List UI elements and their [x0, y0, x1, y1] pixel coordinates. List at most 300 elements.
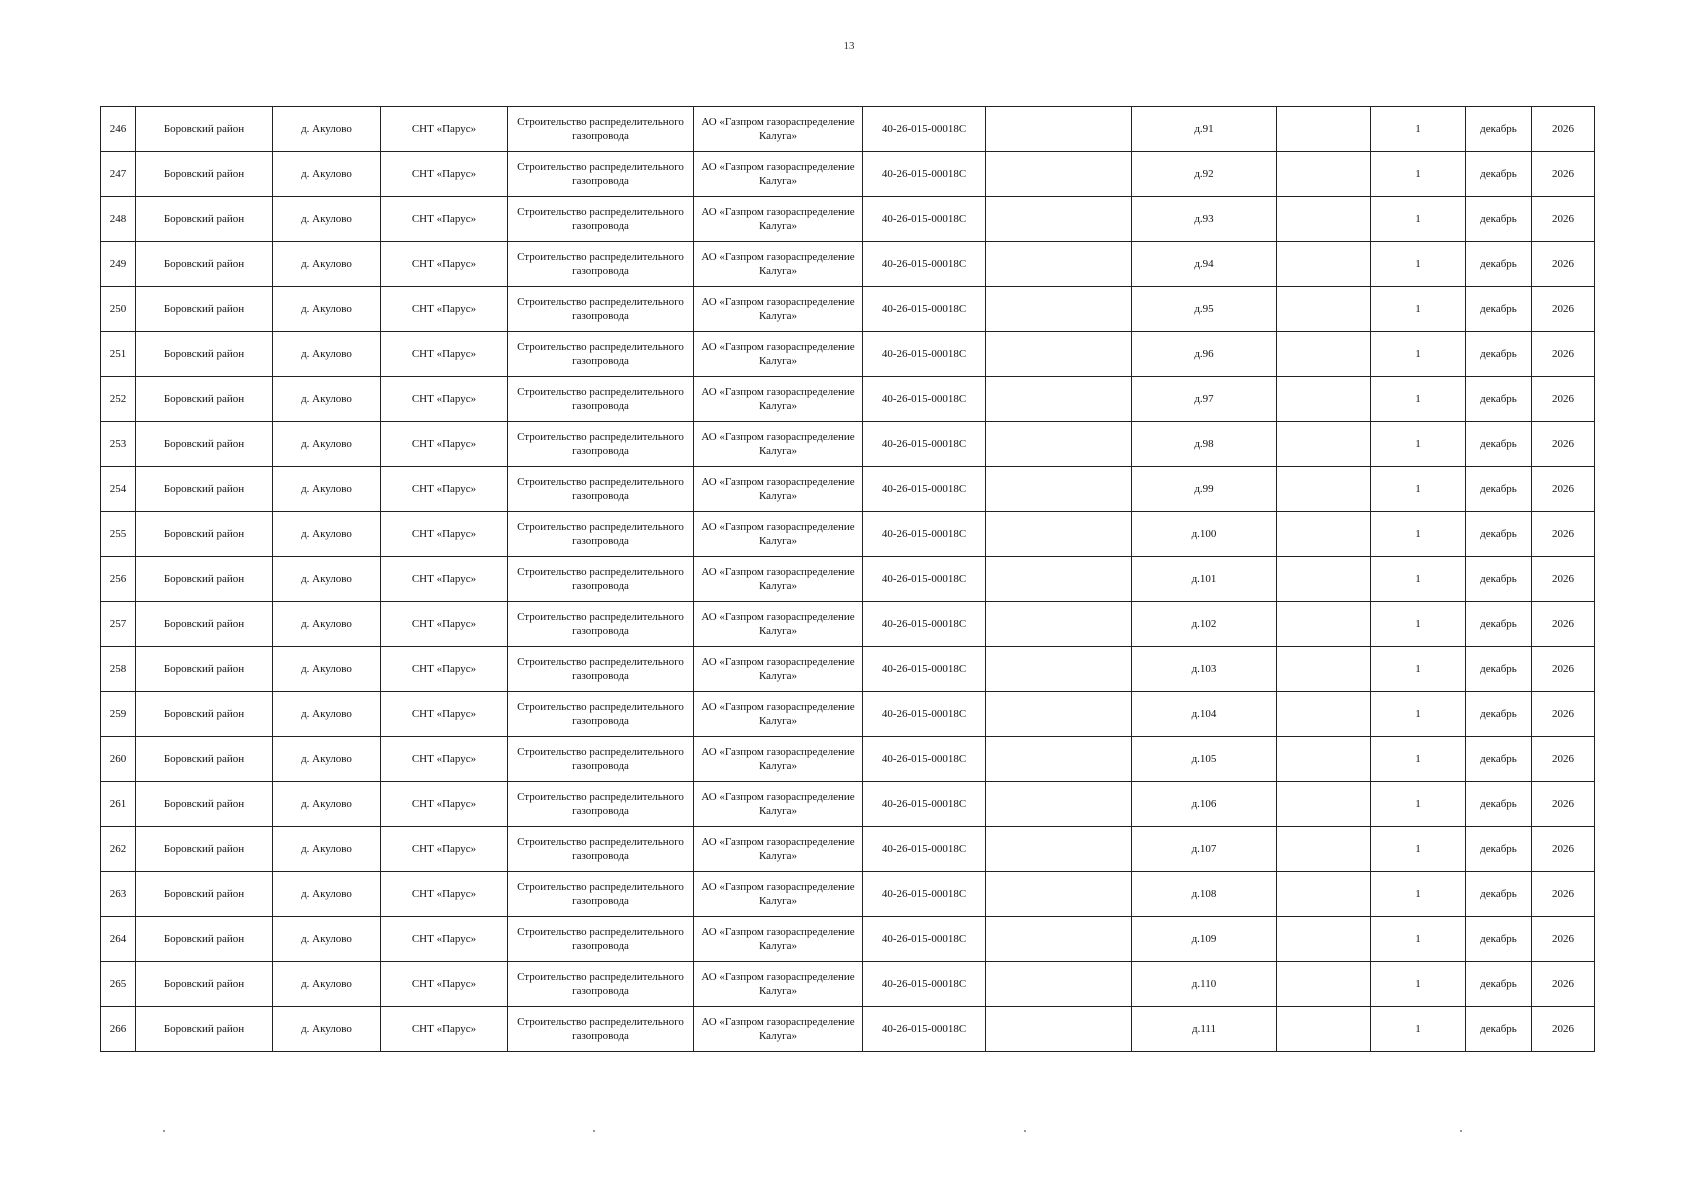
empty-cell [1277, 377, 1371, 422]
row-number-cell: 253 [101, 422, 136, 467]
work-type-cell: Строительство распределительного газопровода [508, 782, 694, 827]
village-cell: д. Акулово [273, 377, 381, 422]
row-number-cell: 248 [101, 197, 136, 242]
empty-cell [1277, 332, 1371, 377]
work-type-cell: Строительство распределительного газопровода [508, 872, 694, 917]
empty-cell [986, 287, 1132, 332]
year-cell: 2026 [1532, 197, 1595, 242]
row-number-cell: 256 [101, 557, 136, 602]
village-cell: д. Акулово [273, 602, 381, 647]
row-number-cell: 250 [101, 287, 136, 332]
empty-cell [1277, 782, 1371, 827]
program-code-cell: 40-26-015-00018С [863, 692, 986, 737]
program-code-cell: 40-26-015-00018С [863, 377, 986, 422]
program-code-cell: 40-26-015-00018С [863, 467, 986, 512]
row-number-cell: 247 [101, 152, 136, 197]
district-cell: Боровский район [136, 197, 273, 242]
settlement-cell: СНТ «Парус» [381, 107, 508, 152]
house-number-cell: д.109 [1132, 917, 1277, 962]
empty-cell [986, 512, 1132, 557]
month-cell: декабрь [1466, 737, 1532, 782]
empty-cell [1277, 692, 1371, 737]
year-cell: 2026 [1532, 737, 1595, 782]
year-cell: 2026 [1532, 917, 1595, 962]
quantity-cell: 1 [1371, 1007, 1466, 1052]
village-cell: д. Акулово [273, 152, 381, 197]
row-number-cell: 252 [101, 377, 136, 422]
empty-cell [986, 467, 1132, 512]
table-row [101, 782, 1595, 827]
village-cell: д. Акулово [273, 782, 381, 827]
row-number-cell: 264 [101, 917, 136, 962]
empty-cell [1277, 107, 1371, 152]
empty-cell [986, 602, 1132, 647]
empty-cell [1277, 827, 1371, 872]
quantity-cell: 1 [1371, 287, 1466, 332]
month-cell: декабрь [1466, 467, 1532, 512]
row-number-cell: 255 [101, 512, 136, 557]
table-row [101, 512, 1595, 557]
house-number-cell: д.106 [1132, 782, 1277, 827]
table-row [101, 107, 1595, 152]
row-number-cell: 262 [101, 827, 136, 872]
empty-cell [1277, 1007, 1371, 1052]
program-code-cell: 40-26-015-00018С [863, 197, 986, 242]
village-cell: д. Акулово [273, 827, 381, 872]
quantity-cell: 1 [1371, 917, 1466, 962]
village-cell: д. Акулово [273, 1007, 381, 1052]
empty-cell [1277, 422, 1371, 467]
empty-cell [986, 557, 1132, 602]
operator-cell: АО «Газпром газораспределение Калуга» [694, 962, 863, 1007]
district-cell: Боровский район [136, 872, 273, 917]
district-cell: Боровский район [136, 737, 273, 782]
village-cell: д. Акулово [273, 287, 381, 332]
table-row [101, 602, 1595, 647]
settlement-cell: СНТ «Парус» [381, 827, 508, 872]
table-row [101, 557, 1595, 602]
village-cell: д. Акулово [273, 512, 381, 557]
operator-cell: АО «Газпром газораспределение Калуга» [694, 512, 863, 557]
year-cell: 2026 [1532, 962, 1595, 1007]
settlement-cell: СНТ «Парус» [381, 287, 508, 332]
house-number-cell: д.104 [1132, 692, 1277, 737]
empty-cell [1277, 512, 1371, 557]
work-type-cell: Строительство распределительного газопровода [508, 422, 694, 467]
village-cell: д. Акулово [273, 872, 381, 917]
table-row [101, 1007, 1595, 1052]
work-type-cell: Строительство распределительного газопровода [508, 557, 694, 602]
program-code-cell: 40-26-015-00018С [863, 917, 986, 962]
gasification-schedule-table [100, 106, 1595, 1052]
table-row [101, 287, 1595, 332]
quantity-cell: 1 [1371, 422, 1466, 467]
empty-cell [1277, 962, 1371, 1007]
village-cell: д. Акулово [273, 737, 381, 782]
work-type-cell: Строительство распределительного газопровода [508, 152, 694, 197]
work-type-cell: Строительство распределительного газопровода [508, 332, 694, 377]
operator-cell: АО «Газпром газораспределение Калуга» [694, 242, 863, 287]
house-number-cell: д.103 [1132, 647, 1277, 692]
settlement-cell: СНТ «Парус» [381, 197, 508, 242]
month-cell: декабрь [1466, 152, 1532, 197]
district-cell: Боровский район [136, 962, 273, 1007]
work-type-cell: Строительство распределительного газопровода [508, 737, 694, 782]
table-row [101, 872, 1595, 917]
empty-cell [1277, 872, 1371, 917]
program-code-cell: 40-26-015-00018С [863, 962, 986, 1007]
settlement-cell: СНТ «Парус» [381, 152, 508, 197]
program-code-cell: 40-26-015-00018С [863, 422, 986, 467]
settlement-cell: СНТ «Парус» [381, 962, 508, 1007]
district-cell: Боровский район [136, 782, 273, 827]
district-cell: Боровский район [136, 647, 273, 692]
operator-cell: АО «Газпром газораспределение Калуга» [694, 197, 863, 242]
quantity-cell: 1 [1371, 737, 1466, 782]
village-cell: д. Акулово [273, 917, 381, 962]
row-number-cell: 249 [101, 242, 136, 287]
month-cell: декабрь [1466, 242, 1532, 287]
work-type-cell: Строительство распределительного газопровода [508, 827, 694, 872]
house-number-cell: д.110 [1132, 962, 1277, 1007]
operator-cell: АО «Газпром газораспределение Калуга» [694, 422, 863, 467]
empty-cell [986, 107, 1132, 152]
month-cell: декабрь [1466, 962, 1532, 1007]
program-code-cell: 40-26-015-00018С [863, 872, 986, 917]
year-cell: 2026 [1532, 377, 1595, 422]
district-cell: Боровский район [136, 242, 273, 287]
district-cell: Боровский район [136, 917, 273, 962]
quantity-cell: 1 [1371, 512, 1466, 557]
house-number-cell: д.100 [1132, 512, 1277, 557]
district-cell: Боровский район [136, 827, 273, 872]
settlement-cell: СНТ «Парус» [381, 422, 508, 467]
quantity-cell: 1 [1371, 152, 1466, 197]
month-cell: декабрь [1466, 287, 1532, 332]
house-number-cell: д.95 [1132, 287, 1277, 332]
house-number-cell: д.96 [1132, 332, 1277, 377]
month-cell: декабрь [1466, 107, 1532, 152]
empty-cell [986, 827, 1132, 872]
quantity-cell: 1 [1371, 827, 1466, 872]
operator-cell: АО «Газпром газораспределение Калуга» [694, 602, 863, 647]
year-cell: 2026 [1532, 287, 1595, 332]
work-type-cell: Строительство распределительного газопровода [508, 107, 694, 152]
month-cell: декабрь [1466, 917, 1532, 962]
house-number-cell: д.99 [1132, 467, 1277, 512]
work-type-cell: Строительство распределительного газопровода [508, 917, 694, 962]
program-code-cell: 40-26-015-00018С [863, 332, 986, 377]
year-cell: 2026 [1532, 557, 1595, 602]
empty-cell [1277, 647, 1371, 692]
table-row [101, 692, 1595, 737]
operator-cell: АО «Газпром газораспределение Калуга» [694, 692, 863, 737]
operator-cell: АО «Газпром газораспределение Калуга» [694, 377, 863, 422]
empty-cell [986, 692, 1132, 737]
empty-cell [986, 332, 1132, 377]
table-body [101, 107, 1595, 1052]
month-cell: декабрь [1466, 602, 1532, 647]
work-type-cell: Строительство распределительного газопровода [508, 467, 694, 512]
work-type-cell: Строительство распределительного газопровода [508, 287, 694, 332]
work-type-cell: Строительство распределительного газопровода [508, 602, 694, 647]
house-number-cell: д.94 [1132, 242, 1277, 287]
settlement-cell: СНТ «Парус» [381, 242, 508, 287]
month-cell: декабрь [1466, 872, 1532, 917]
village-cell: д. Акулово [273, 197, 381, 242]
house-number-cell: д.105 [1132, 737, 1277, 782]
table-row [101, 152, 1595, 197]
operator-cell: АО «Газпром газораспределение Калуга» [694, 467, 863, 512]
row-number-cell: 263 [101, 872, 136, 917]
program-code-cell: 40-26-015-00018С [863, 602, 986, 647]
empty-cell [1277, 602, 1371, 647]
empty-cell [1277, 737, 1371, 782]
table-row [101, 422, 1595, 467]
quantity-cell: 1 [1371, 242, 1466, 287]
program-code-cell: 40-26-015-00018С [863, 782, 986, 827]
empty-cell [1277, 197, 1371, 242]
empty-cell [1277, 467, 1371, 512]
house-number-cell: д.91 [1132, 107, 1277, 152]
row-number-cell: 265 [101, 962, 136, 1007]
operator-cell: АО «Газпром газораспределение Калуга» [694, 287, 863, 332]
quantity-cell: 1 [1371, 872, 1466, 917]
table-row [101, 647, 1595, 692]
month-cell: декабрь [1466, 782, 1532, 827]
quantity-cell: 1 [1371, 467, 1466, 512]
row-number-cell: 251 [101, 332, 136, 377]
quantity-cell: 1 [1371, 557, 1466, 602]
settlement-cell: СНТ «Парус» [381, 737, 508, 782]
settlement-cell: СНТ «Парус» [381, 1007, 508, 1052]
empty-cell [986, 1007, 1132, 1052]
house-number-cell: д.108 [1132, 872, 1277, 917]
district-cell: Боровский район [136, 557, 273, 602]
table-row [101, 962, 1595, 1007]
empty-cell [1277, 917, 1371, 962]
village-cell: д. Акулово [273, 467, 381, 512]
work-type-cell: Строительство распределительного газопровода [508, 692, 694, 737]
district-cell: Боровский район [136, 287, 273, 332]
settlement-cell: СНТ «Парус» [381, 467, 508, 512]
quantity-cell: 1 [1371, 782, 1466, 827]
empty-cell [986, 197, 1132, 242]
year-cell: 2026 [1532, 107, 1595, 152]
settlement-cell: СНТ «Парус» [381, 917, 508, 962]
village-cell: д. Акулово [273, 962, 381, 1007]
quantity-cell: 1 [1371, 962, 1466, 1007]
table-row [101, 377, 1595, 422]
settlement-cell: СНТ «Парус» [381, 332, 508, 377]
month-cell: декабрь [1466, 827, 1532, 872]
program-code-cell: 40-26-015-00018С [863, 242, 986, 287]
work-type-cell: Строительство распределительного газопровода [508, 512, 694, 557]
empty-cell [986, 917, 1132, 962]
year-cell: 2026 [1532, 647, 1595, 692]
page-number: 13 [843, 40, 855, 52]
row-number-cell: 260 [101, 737, 136, 782]
settlement-cell: СНТ «Парус» [381, 692, 508, 737]
empty-cell [986, 422, 1132, 467]
district-cell: Боровский район [136, 692, 273, 737]
house-number-cell: д.107 [1132, 827, 1277, 872]
village-cell: д. Акулово [273, 107, 381, 152]
settlement-cell: СНТ «Парус» [381, 872, 508, 917]
district-cell: Боровский район [136, 467, 273, 512]
operator-cell: АО «Газпром газораспределение Калуга» [694, 917, 863, 962]
operator-cell: АО «Газпром газораспределение Калуга» [694, 737, 863, 782]
scan-mark [163, 1130, 165, 1132]
program-code-cell: 40-26-015-00018С [863, 557, 986, 602]
work-type-cell: Строительство распределительного газопровода [508, 197, 694, 242]
program-code-cell: 40-26-015-00018С [863, 827, 986, 872]
operator-cell: АО «Газпром газораспределение Калуга» [694, 557, 863, 602]
program-code-cell: 40-26-015-00018С [863, 107, 986, 152]
quantity-cell: 1 [1371, 692, 1466, 737]
empty-cell [986, 152, 1132, 197]
empty-cell [1277, 287, 1371, 332]
scan-mark [1460, 1130, 1462, 1132]
district-cell: Боровский район [136, 422, 273, 467]
settlement-cell: СНТ «Парус» [381, 647, 508, 692]
house-number-cell: д.92 [1132, 152, 1277, 197]
program-code-cell: 40-26-015-00018С [863, 737, 986, 782]
year-cell: 2026 [1532, 332, 1595, 377]
empty-cell [1277, 557, 1371, 602]
operator-cell: АО «Газпром газораспределение Калуга» [694, 872, 863, 917]
district-cell: Боровский район [136, 602, 273, 647]
row-number-cell: 258 [101, 647, 136, 692]
operator-cell: АО «Газпром газораспределение Калуга» [694, 332, 863, 377]
empty-cell [986, 872, 1132, 917]
month-cell: декабрь [1466, 647, 1532, 692]
quantity-cell: 1 [1371, 332, 1466, 377]
month-cell: декабрь [1466, 197, 1532, 242]
month-cell: декабрь [1466, 332, 1532, 377]
quantity-cell: 1 [1371, 602, 1466, 647]
month-cell: декабрь [1466, 377, 1532, 422]
quantity-cell: 1 [1371, 107, 1466, 152]
year-cell: 2026 [1532, 512, 1595, 557]
empty-cell [1277, 152, 1371, 197]
district-cell: Боровский район [136, 107, 273, 152]
house-number-cell: д.98 [1132, 422, 1277, 467]
work-type-cell: Строительство распределительного газопровода [508, 1007, 694, 1052]
year-cell: 2026 [1532, 152, 1595, 197]
work-type-cell: Строительство распределительного газопровода [508, 242, 694, 287]
house-number-cell: д.101 [1132, 557, 1277, 602]
year-cell: 2026 [1532, 827, 1595, 872]
table-row [101, 197, 1595, 242]
empty-cell [1277, 242, 1371, 287]
house-number-cell: д.102 [1132, 602, 1277, 647]
program-code-cell: 40-26-015-00018С [863, 152, 986, 197]
month-cell: декабрь [1466, 557, 1532, 602]
table-row [101, 827, 1595, 872]
district-cell: Боровский район [136, 512, 273, 557]
district-cell: Боровский район [136, 152, 273, 197]
month-cell: декабрь [1466, 512, 1532, 557]
settlement-cell: СНТ «Парус» [381, 512, 508, 557]
operator-cell: АО «Газпром газораспределение Калуга» [694, 782, 863, 827]
year-cell: 2026 [1532, 242, 1595, 287]
row-number-cell: 266 [101, 1007, 136, 1052]
operator-cell: АО «Газпром газораспределение Калуга» [694, 107, 863, 152]
table-row [101, 242, 1595, 287]
settlement-cell: СНТ «Парус» [381, 782, 508, 827]
district-cell: Боровский район [136, 1007, 273, 1052]
operator-cell: АО «Газпром газораспределение Калуга» [694, 827, 863, 872]
year-cell: 2026 [1532, 422, 1595, 467]
village-cell: д. Акулово [273, 242, 381, 287]
district-cell: Боровский район [136, 377, 273, 422]
row-number-cell: 261 [101, 782, 136, 827]
table-row [101, 917, 1595, 962]
table-row [101, 467, 1595, 512]
work-type-cell: Строительство распределительного газопровода [508, 647, 694, 692]
month-cell: декабрь [1466, 422, 1532, 467]
quantity-cell: 1 [1371, 377, 1466, 422]
quantity-cell: 1 [1371, 647, 1466, 692]
work-type-cell: Строительство распределительного газопровода [508, 962, 694, 1007]
month-cell: декабрь [1466, 1007, 1532, 1052]
quantity-cell: 1 [1371, 197, 1466, 242]
empty-cell [986, 962, 1132, 1007]
empty-cell [986, 377, 1132, 422]
scan-mark [1024, 1130, 1026, 1132]
village-cell: д. Акулово [273, 647, 381, 692]
program-code-cell: 40-26-015-00018С [863, 287, 986, 332]
scan-mark [593, 1130, 595, 1132]
empty-cell [986, 242, 1132, 287]
year-cell: 2026 [1532, 602, 1595, 647]
empty-cell [986, 737, 1132, 782]
year-cell: 2026 [1532, 782, 1595, 827]
program-code-cell: 40-26-015-00018С [863, 647, 986, 692]
table-row [101, 332, 1595, 377]
month-cell: декабрь [1466, 692, 1532, 737]
settlement-cell: СНТ «Парус» [381, 602, 508, 647]
empty-cell [986, 782, 1132, 827]
year-cell: 2026 [1532, 1007, 1595, 1052]
row-number-cell: 246 [101, 107, 136, 152]
house-number-cell: д.93 [1132, 197, 1277, 242]
row-number-cell: 257 [101, 602, 136, 647]
program-code-cell: 40-26-015-00018С [863, 1007, 986, 1052]
house-number-cell: д.97 [1132, 377, 1277, 422]
year-cell: 2026 [1532, 467, 1595, 512]
empty-cell [986, 647, 1132, 692]
table-row [101, 737, 1595, 782]
settlement-cell: СНТ «Парус» [381, 557, 508, 602]
operator-cell: АО «Газпром газораспределение Калуга» [694, 647, 863, 692]
year-cell: 2026 [1532, 692, 1595, 737]
row-number-cell: 254 [101, 467, 136, 512]
operator-cell: АО «Газпром газораспределение Калуга» [694, 152, 863, 197]
village-cell: д. Акулово [273, 557, 381, 602]
settlement-cell: СНТ «Парус» [381, 377, 508, 422]
district-cell: Боровский район [136, 332, 273, 377]
program-code-cell: 40-26-015-00018С [863, 512, 986, 557]
village-cell: д. Акулово [273, 692, 381, 737]
row-number-cell: 259 [101, 692, 136, 737]
village-cell: д. Акулово [273, 422, 381, 467]
operator-cell: АО «Газпром газораспределение Калуга» [694, 1007, 863, 1052]
village-cell: д. Акулово [273, 332, 381, 377]
house-number-cell: д.111 [1132, 1007, 1277, 1052]
work-type-cell: Строительство распределительного газопровода [508, 377, 694, 422]
